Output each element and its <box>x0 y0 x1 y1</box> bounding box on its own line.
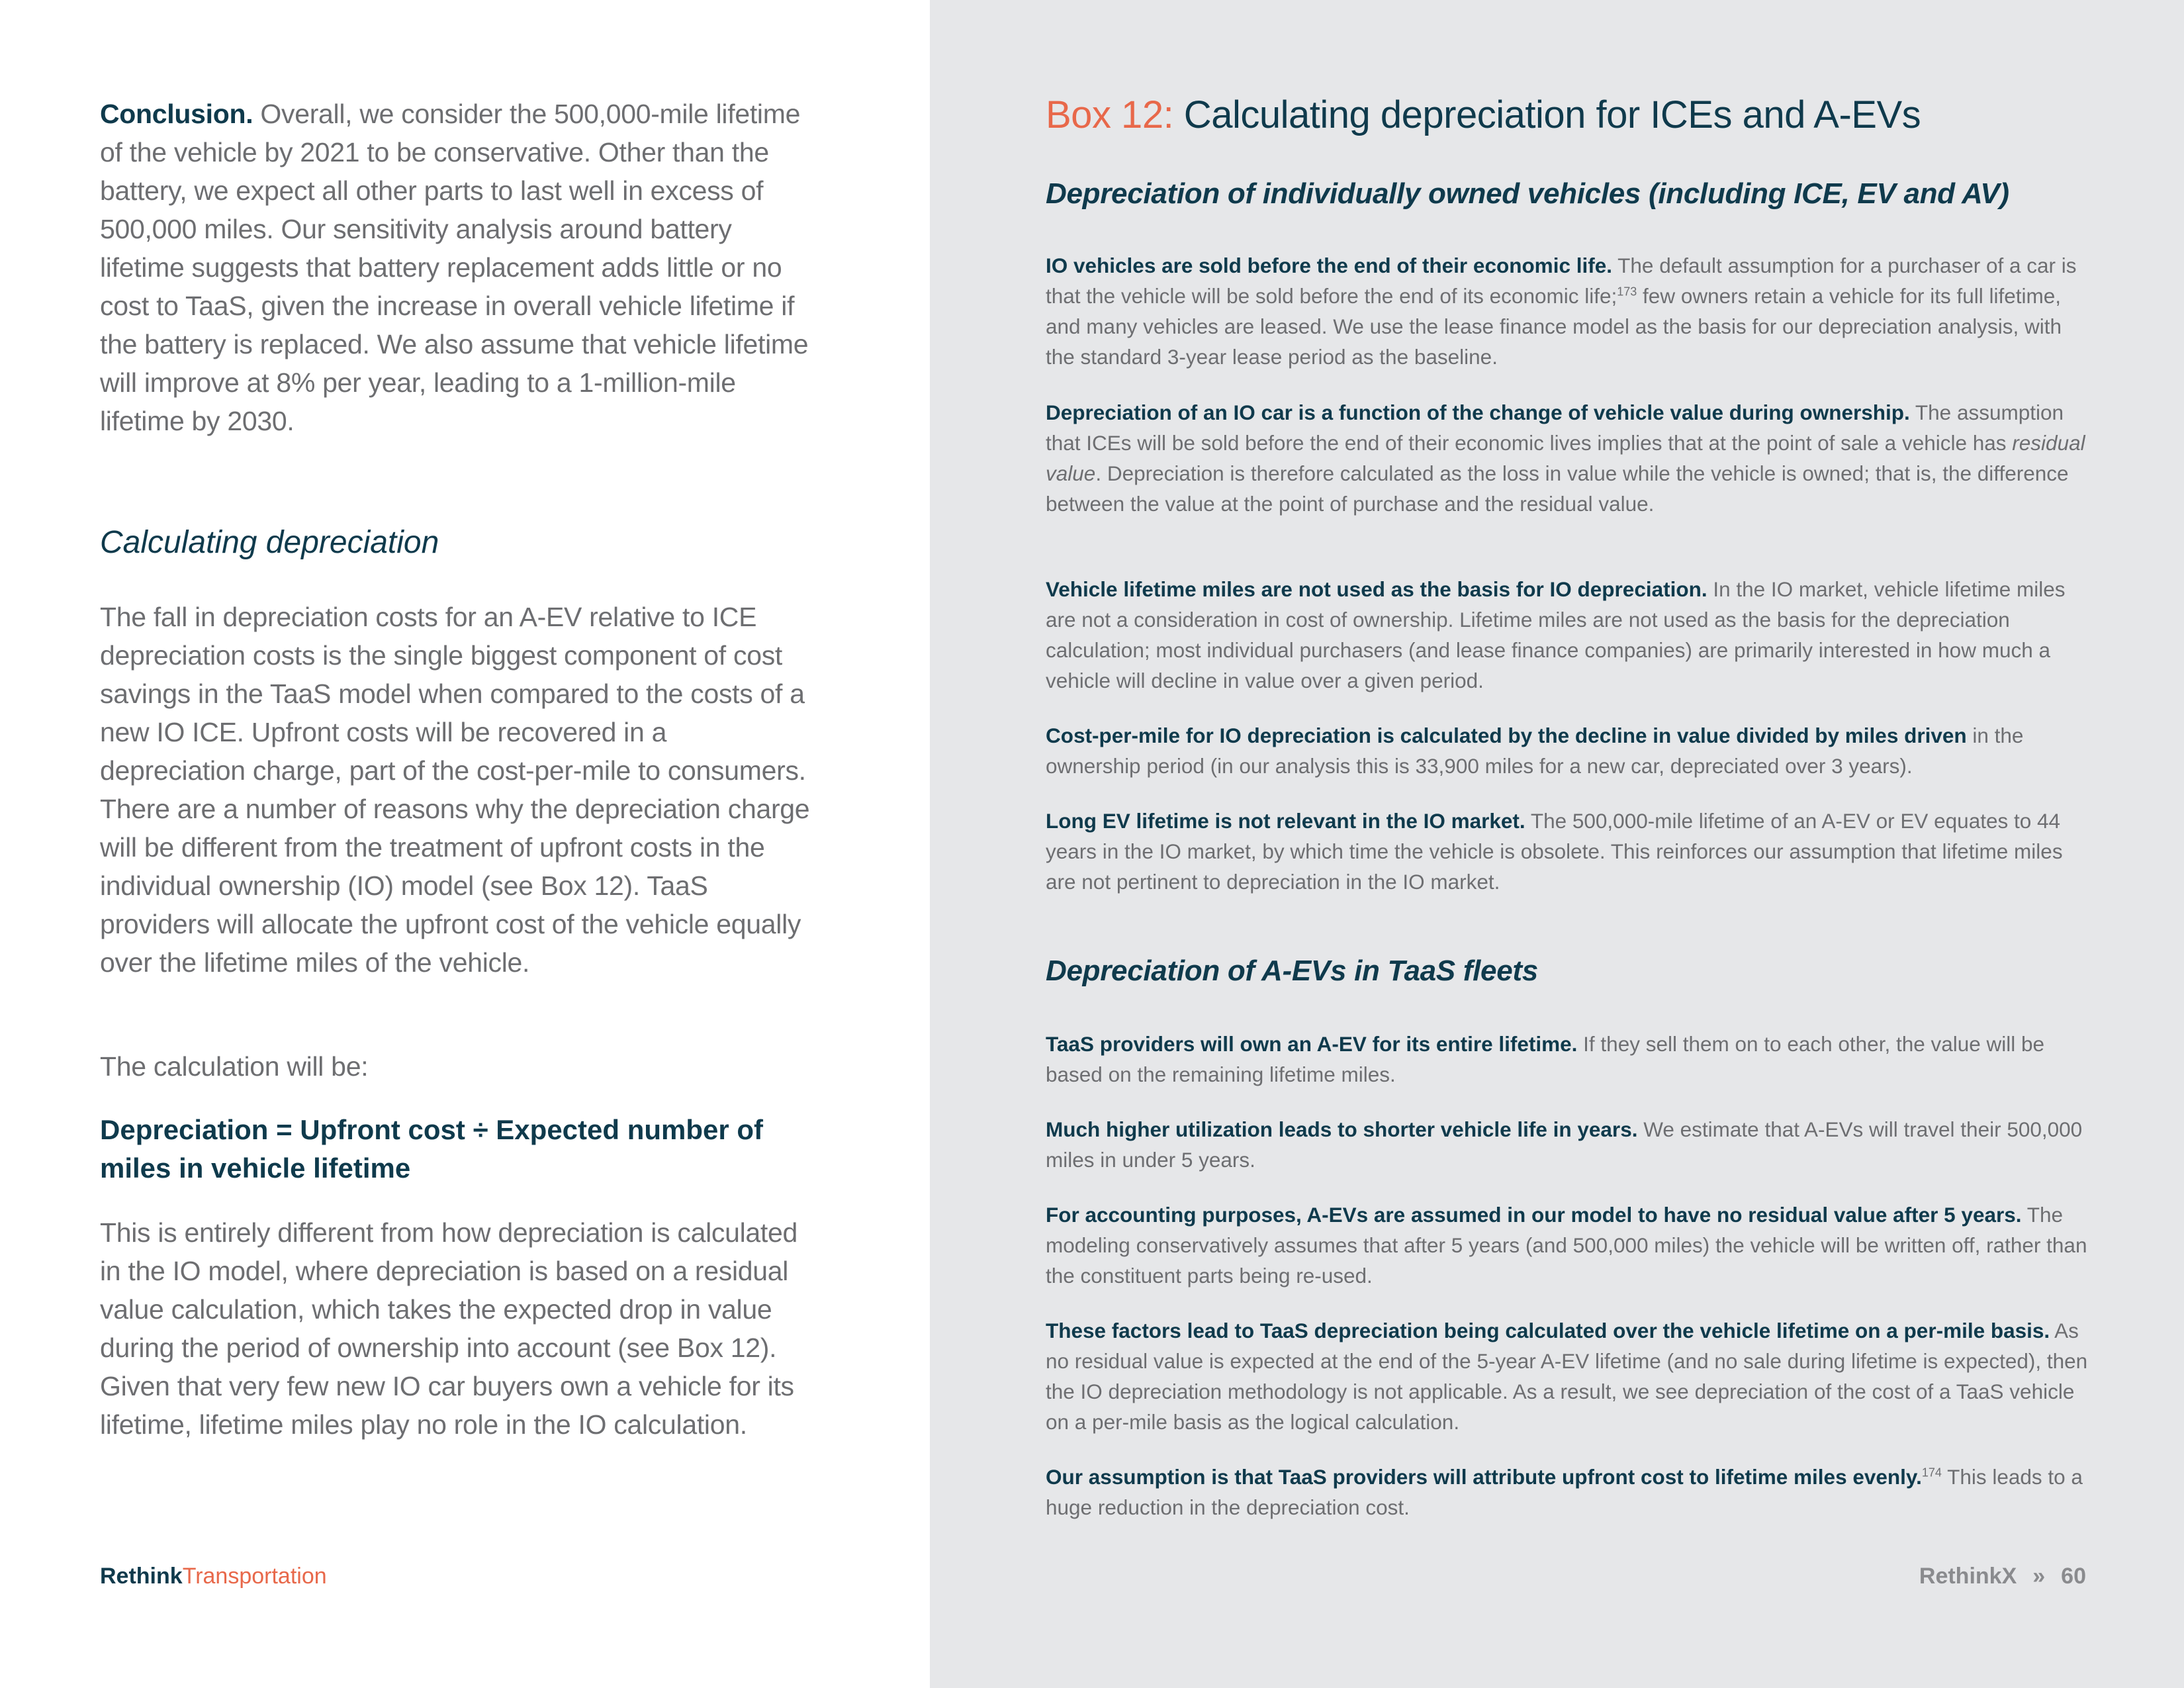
conclusion-lead: Conclusion. <box>100 99 253 129</box>
box-paragraph-8 <box>1046 1199 2091 1291</box>
box-paragraph-4-lead: Cost-per-mile for IO depreciation is calculated by the decline in value divided by miles driven <box>1046 724 1967 747</box>
box-paragraph-1-text-b: few owners retain a vehicle for its full lifetime, and many vehicles are leased. We use the lease finance model as the basis for our depreciation analysis, with the standard 3-year lease period as the baseline. <box>1046 284 2062 369</box>
box-paragraph-2 <box>1046 397 2091 519</box>
box-title-text: Calculating depreciation for ICEs and A-EVs <box>1173 93 1921 136</box>
io-comparison-paragraph: This is entirely different from how depreciation is calculated in the IO model, where depreciation is based on a residual value calculation, which takes the expected drop in value during the period of ownership into account (see Box 12). Given that very few new IO car buyers own a vehicle for its lifetime, lifetime miles play no role in the IO calculation. <box>100 1217 797 1440</box>
box-paragraph-2-text-a: The assumption that ICEs will be sold before the end of their economic lives implies that at the point of sale a vehicle has <box>1046 400 2064 455</box>
box-paragraph-7 <box>1046 1114 2091 1175</box>
box-paragraph-9 <box>1046 1315 2091 1437</box>
footnote-173: 173 <box>1617 285 1637 299</box>
box-paragraph-3 <box>1046 574 2091 696</box>
box-paragraph-2-lead: Depreciation of an IO car is a function of the change of vehicle value during ownership. <box>1046 400 1910 424</box>
page-number: 60 <box>2061 1564 2086 1589</box>
box-paragraph-1-lead: IO vehicles are sold before the end of their economic life. <box>1046 254 1612 277</box>
box-paragraph-7-text: We estimate that A-EVs will travel their 500,000 miles in under 5 years. <box>1046 1117 2083 1172</box>
page-footer <box>1919 1564 2086 1589</box>
box-paragraph-5-lead: Long EV lifetime is not relevant in the IO market. <box>1046 809 1525 833</box>
residual-value-term: residual value <box>1046 431 2085 485</box>
box-title <box>1046 93 1921 137</box>
section-heading-individually-owned: Depreciation of individually owned vehicles (including ICE, EV and AV) <box>1046 177 2009 210</box>
box-paragraph-2-text-b: . Depreciation is therefore calculated as the loss in value while the vehicle is owned; that is, the difference between the value at the point of purchase and the residual value. <box>1046 461 2069 516</box>
calculation-intro: The calculation will be: <box>100 1051 369 1082</box>
box-paragraph-1-text-a: The default assumption for a purchaser of a car is that the vehicle will be sold before the end of its economic life; <box>1046 254 2077 308</box>
box-paragraph-4-text: in the ownership period (in our analysis this is 33,900 miles for a new car, depreciated over 3 years). <box>1046 724 2024 778</box>
box-paragraph-5 <box>1046 806 2091 897</box>
box-paragraph-4 <box>1046 720 2091 781</box>
depreciation-intro-paragraph: The fall in depreciation costs for an A-EV relative to ICE depreciation costs is the single biggest component of cost savings in the TaaS model when compared to the costs of a new IO ICE. Upfront costs will be recovered in a depreciation charge, part of the cost-per-mile to consumers. There are a number of reasons why the depreciation charge will be different from the treatment of upfront costs in the individual ownership (IO) model (see Box 12). TaaS providers will allocate the upfront cost of the vehicle equally over the lifetime miles of the vehicle. <box>100 602 810 978</box>
box-paragraph-3-lead: Vehicle lifetime miles are not used as the basis for IO depreciation. <box>1046 577 1707 601</box>
footer-brand-rethink: Rethink <box>100 1564 183 1589</box>
section-heading-calculating-depreciation: Calculating depreciation <box>100 525 439 560</box>
box-paragraph-9-lead: These factors lead to TaaS depreciation being calculated over the vehicle lifetime on a per-mile basis. <box>1046 1319 2050 1342</box>
box-paragraph-6-text: If they sell them on to each other, the value will be based on the remaining lifetime miles. <box>1046 1032 2045 1086</box>
box-paragraph-6-lead: TaaS providers will own an A-EV for its entire lifetime. <box>1046 1032 1578 1056</box>
box-paragraph-3-text: In the IO market, vehicle lifetime miles are not a consideration in cost of ownership. Lifetime miles are not used as the basis for the depreciation calculation; most individual purchasers (and lease finance companies) are primarily interested in how much a vehicle will decline in value over a given period. <box>1046 577 2066 692</box>
box-paragraph-9-text: As no residual value is expected at the end of the 5-year A-EV lifetime (and no sale during lifetime is expected), then the IO depreciation methodology is not applicable. As a result, we see depreciation of the cost of a TaaS vehicle on a per-mile basis as the logical calculation. <box>1046 1319 2088 1434</box>
left-column <box>0 0 930 1688</box>
box-paragraph-10-lead: Our assumption is that TaaS providers will attribute upfront cost to lifetime miles evenly. <box>1046 1465 1922 1489</box>
box-paragraph-10 <box>1046 1462 2091 1523</box>
footer-brand-transportation: Transportation <box>182 1564 327 1589</box>
footer-brand-rethinkx: RethinkX <box>1919 1564 2017 1589</box>
box-paragraph-8-lead: For accounting purposes, A-EVs are assumed in our model to have no residual value after 5 years. <box>1046 1203 2022 1227</box>
conclusion-paragraph <box>100 95 815 440</box>
box-paragraph-1 <box>1046 250 2091 372</box>
footnote-174: 174 <box>1921 1466 1942 1479</box>
box-paragraph-6 <box>1046 1029 2091 1090</box>
box-paragraph-7-lead: Much higher utilization leads to shorter vehicle life in years. <box>1046 1117 1638 1141</box>
box-label: Box 12: <box>1046 93 1174 136</box>
box-paragraph-5-text: The 500,000-mile lifetime of an A-EV or EV equates to 44 years in the IO market, by which time the vehicle is obsolete. This reinforces our assumption that lifetime miles are not pertinent to depreciation in the IO market. <box>1046 809 2063 894</box>
footer-brand-logo <box>100 1564 327 1589</box>
box-paragraph-10-text: This leads to a huge reduction in the depreciation cost. <box>1046 1465 2083 1519</box>
section-heading-taas-fleets: Depreciation of A-EVs in TaaS fleets <box>1046 955 1538 987</box>
box-paragraph-8-text: The modeling conservatively assumes that after 5 years (and 500,000 miles) the vehicle will be written off, rather than the constituent parts being re-used. <box>1046 1203 2087 1288</box>
depreciation-formula: Depreciation = Upfront cost ÷ Expected number of miles in vehicle lifetime <box>100 1114 764 1184</box>
conclusion-text: Overall, we consider the 500,000-mile lifetime of the vehicle by 2021 to be conservative. Other than the battery, we expect all other parts to last well in excess of 500,000 miles. Our sensitivity analysis around battery lifetime suggests that battery replacement adds little or no cost to TaaS, given the increase in overall vehicle lifetime if the battery is replaced. We also assume that vehicle lifetime will improve at 8% per year, leading to a 1-million-mile lifetime by 2030. <box>100 99 809 436</box>
footer-separator: » <box>2032 1564 2046 1589</box>
